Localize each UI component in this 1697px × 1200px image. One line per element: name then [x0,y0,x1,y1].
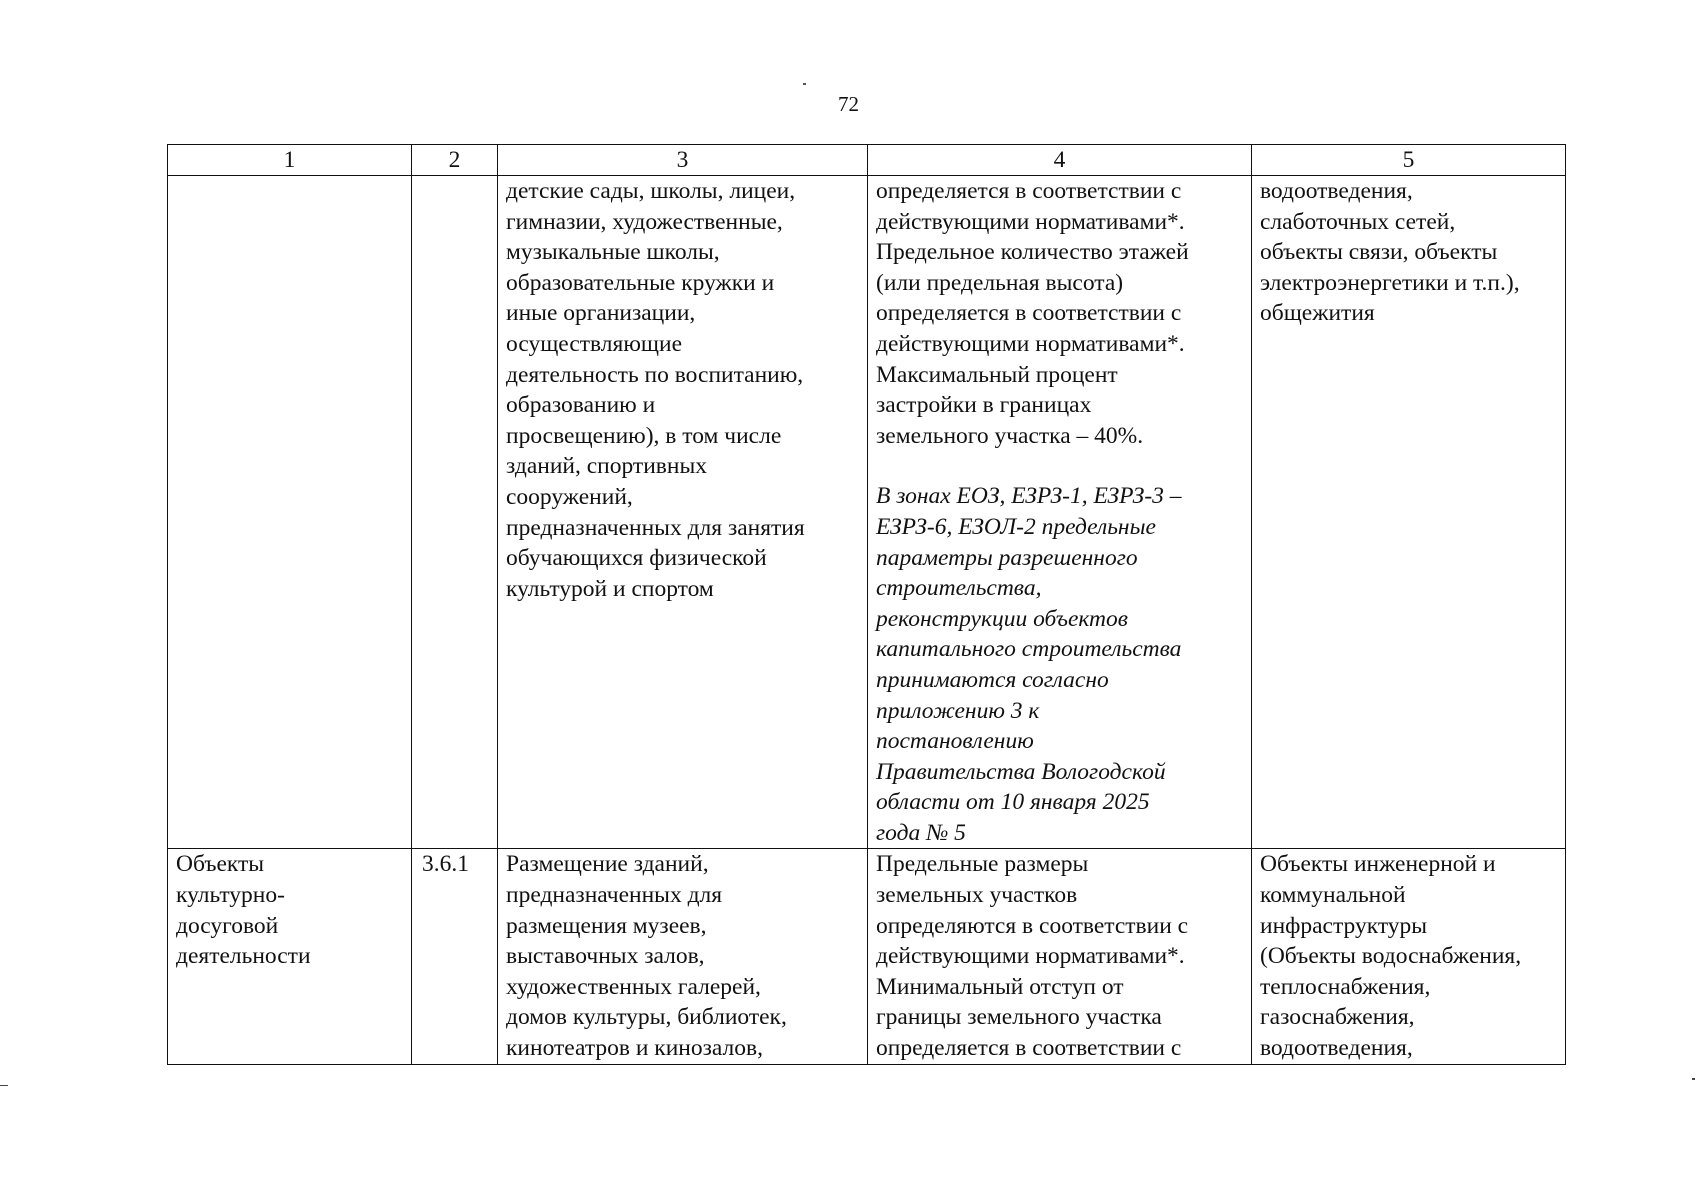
paragraph-gap [876,451,1243,481]
cell-text: водоотведения, слаботочных сетей, объекты связи, объекты электроэнергетики и т.п.), общежития [1260,178,1520,327]
column-header-1: 1 [168,145,412,176]
scan-edge-mark-right [1692,1078,1695,1080]
cell-parameters [868,176,1252,849]
cell-use-description [498,849,868,1064]
cell-text: Объекты культурно- досуговой деятельности [176,851,311,970]
cell-auxiliary-uses [1252,849,1566,1064]
cell-text-italic: В зонах ЕОЗ, ЕЗРЗ-1, ЕЗРЗ-3 – ЕЗРЗ-6, ЕЗОЛ-2 предельные параметры разрешенного строительства, реконструкции объектов капитального строительства принимаются согласно приложению 3 к постановлению Правительства Вологодской области от 10 января 2025 года № 5 [876,483,1182,846]
cell-parameters [868,849,1252,1064]
cell-use-code [412,849,498,1064]
column-header-5: 5 [1252,145,1566,176]
cell-text: Объекты инженерной и коммунальной инфраструктуры (Объекты водоснабжения, теплоснабжения, газоснабжения, водоотведения, [1260,851,1522,1062]
table-row [168,176,1566,849]
cell-use-name [168,849,412,1064]
cell-text: Размещение зданий, предназначенных для размещения музеев, выставочных залов, художественных галерей, домов культуры, библиотек, кинотеатров и кинозалов, [506,851,787,1062]
cell-use-description [498,176,868,849]
cell-auxiliary-uses [1252,176,1566,849]
regulations-table [167,144,1566,1065]
page-number: 72 [838,92,859,116]
cell-text: Предельные размеры земельных участков определяются в соответствии с действующими нормативами*. Минимальный отступ от границы земельного участка определяется в соответствии с [876,851,1189,1062]
table-row [168,849,1566,1064]
cell-text: детские сады, школы, лицеи, гимназии, художественные, музыкальные школы, образовательные кружки и иные организации, осуществляющие деятельность по воспитанию, образованию и просвещению), в том числе зданий, спортивных сооружений, предназначенных для занятия обучающихся физической культурой и спортом [506,178,805,602]
cell-text: определяется в соответствии с действующими нормативами*. Предельное количество этажей (или предельная высота) определяется в соответствии с действующими нормативами*. Максимальный процент застройки в границах земельного участка – 40%. [876,178,1189,449]
cell-use-name [168,176,412,849]
column-header-2: 2 [412,145,498,176]
cell-use-code [412,176,498,849]
cell-text: 3.6.1 [422,851,469,878]
table-header-row [168,145,1566,176]
scan-edge-mark-left [0,1085,8,1086]
scan-speck [803,83,806,85]
column-header-4: 4 [868,145,1252,176]
column-header-3: 3 [498,145,868,176]
